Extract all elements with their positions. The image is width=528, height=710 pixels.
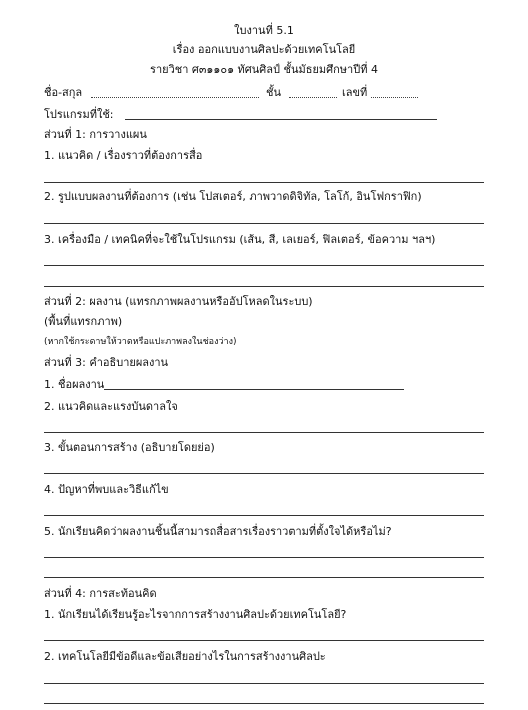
- part3-q4: 4. ปัญหาที่พบและวิธีแก้ไข: [44, 483, 169, 496]
- part3-q2: 2. แนวคิดและแรงบันดาลใจ: [44, 400, 178, 413]
- answer-line[interactable]: [44, 577, 484, 578]
- class-field[interactable]: [289, 97, 337, 98]
- class-label: ชั้น: [266, 86, 281, 99]
- part1-q1: 1. แนวคิด / เรื่องราวที่ต้องการสื่อ: [44, 149, 203, 162]
- part3-q3: 3. ขั้นตอนการสร้าง (อธิบายโดยย่อ): [44, 441, 215, 454]
- program-label: โปรแกรมที่ใช้:: [44, 108, 114, 121]
- answer-line[interactable]: [44, 182, 484, 183]
- answer-line[interactable]: [44, 223, 484, 224]
- part4-q2: 2. เทคโนโลยีมีข้อดีและข้อเสียอย่างไรในการสร้างงานศิลปะ: [44, 650, 326, 663]
- image-area-note: (หากใช้กระดาษให้วาดหรือแปะภาพลงในช่องว่าง): [44, 337, 237, 347]
- answer-line[interactable]: [44, 640, 484, 641]
- part1-q2: 2. รูปแบบผลงานที่ต้องการ (เช่น โปสเตอร์, ภาพวาดดิจิทัล, โลโก้, อินโฟกราฟิก): [44, 190, 422, 203]
- answer-line[interactable]: [44, 265, 484, 266]
- name-label: ชื่อ-สกุล: [44, 86, 83, 99]
- answer-line[interactable]: [44, 432, 484, 433]
- part3-q1: 1. ชื่อผลงาน: [44, 378, 105, 391]
- part1-heading: ส่วนที่ 1: การวางแผน: [44, 128, 147, 141]
- worksheet-title: ใบงานที่ 5.1: [234, 24, 294, 37]
- number-label: เลขที่: [342, 86, 368, 99]
- artwork-name-field[interactable]: [104, 389, 404, 390]
- answer-line[interactable]: [44, 557, 484, 558]
- program-field[interactable]: [125, 119, 437, 120]
- answer-line[interactable]: [44, 515, 484, 516]
- part2-heading: ส่วนที่ 2: ผลงาน (แทรกภาพผลงานหรืออัปโหลดในระบบ): [44, 295, 313, 308]
- image-area-label: (พื้นที่แทรกภาพ): [44, 315, 123, 328]
- name-field[interactable]: [91, 97, 259, 98]
- part4-heading: ส่วนที่ 4: การสะท้อนคิด: [44, 587, 157, 600]
- part3-heading: ส่วนที่ 3: คำอธิบายผลงาน: [44, 356, 169, 369]
- part4-q1: 1. นักเรียนได้เรียนรู้อะไรจากการสร้างงานศิลปะด้วยเทคโนโลยี?: [44, 608, 347, 621]
- answer-line[interactable]: [44, 683, 484, 684]
- answer-line[interactable]: [44, 473, 484, 474]
- part1-q3: 3. เครื่องมือ / เทคนิคที่จะใช้ในโปรแกรม (เส้น, สี, เลเยอร์, ฟิลเตอร์, ข้อความ ฯลฯ): [44, 233, 436, 246]
- part3-q5: 5. นักเรียนคิดว่าผลงานชิ้นนี้สามารถสื่อสารเรื่องราวตามที่ตั้งใจได้หรือไม่?: [44, 525, 392, 538]
- worksheet-subject: เรื่อง ออกแบบงานศิลปะด้วยเทคโนโลยี: [172, 43, 356, 56]
- answer-line[interactable]: [44, 703, 484, 704]
- number-field[interactable]: [371, 97, 418, 98]
- course-line: รายวิชา ศ๓๑๑๐๑ ทัศนศิลป์ ชั้นมัธยมศึกษาปีที่ 4: [150, 63, 378, 76]
- answer-line[interactable]: [44, 286, 484, 287]
